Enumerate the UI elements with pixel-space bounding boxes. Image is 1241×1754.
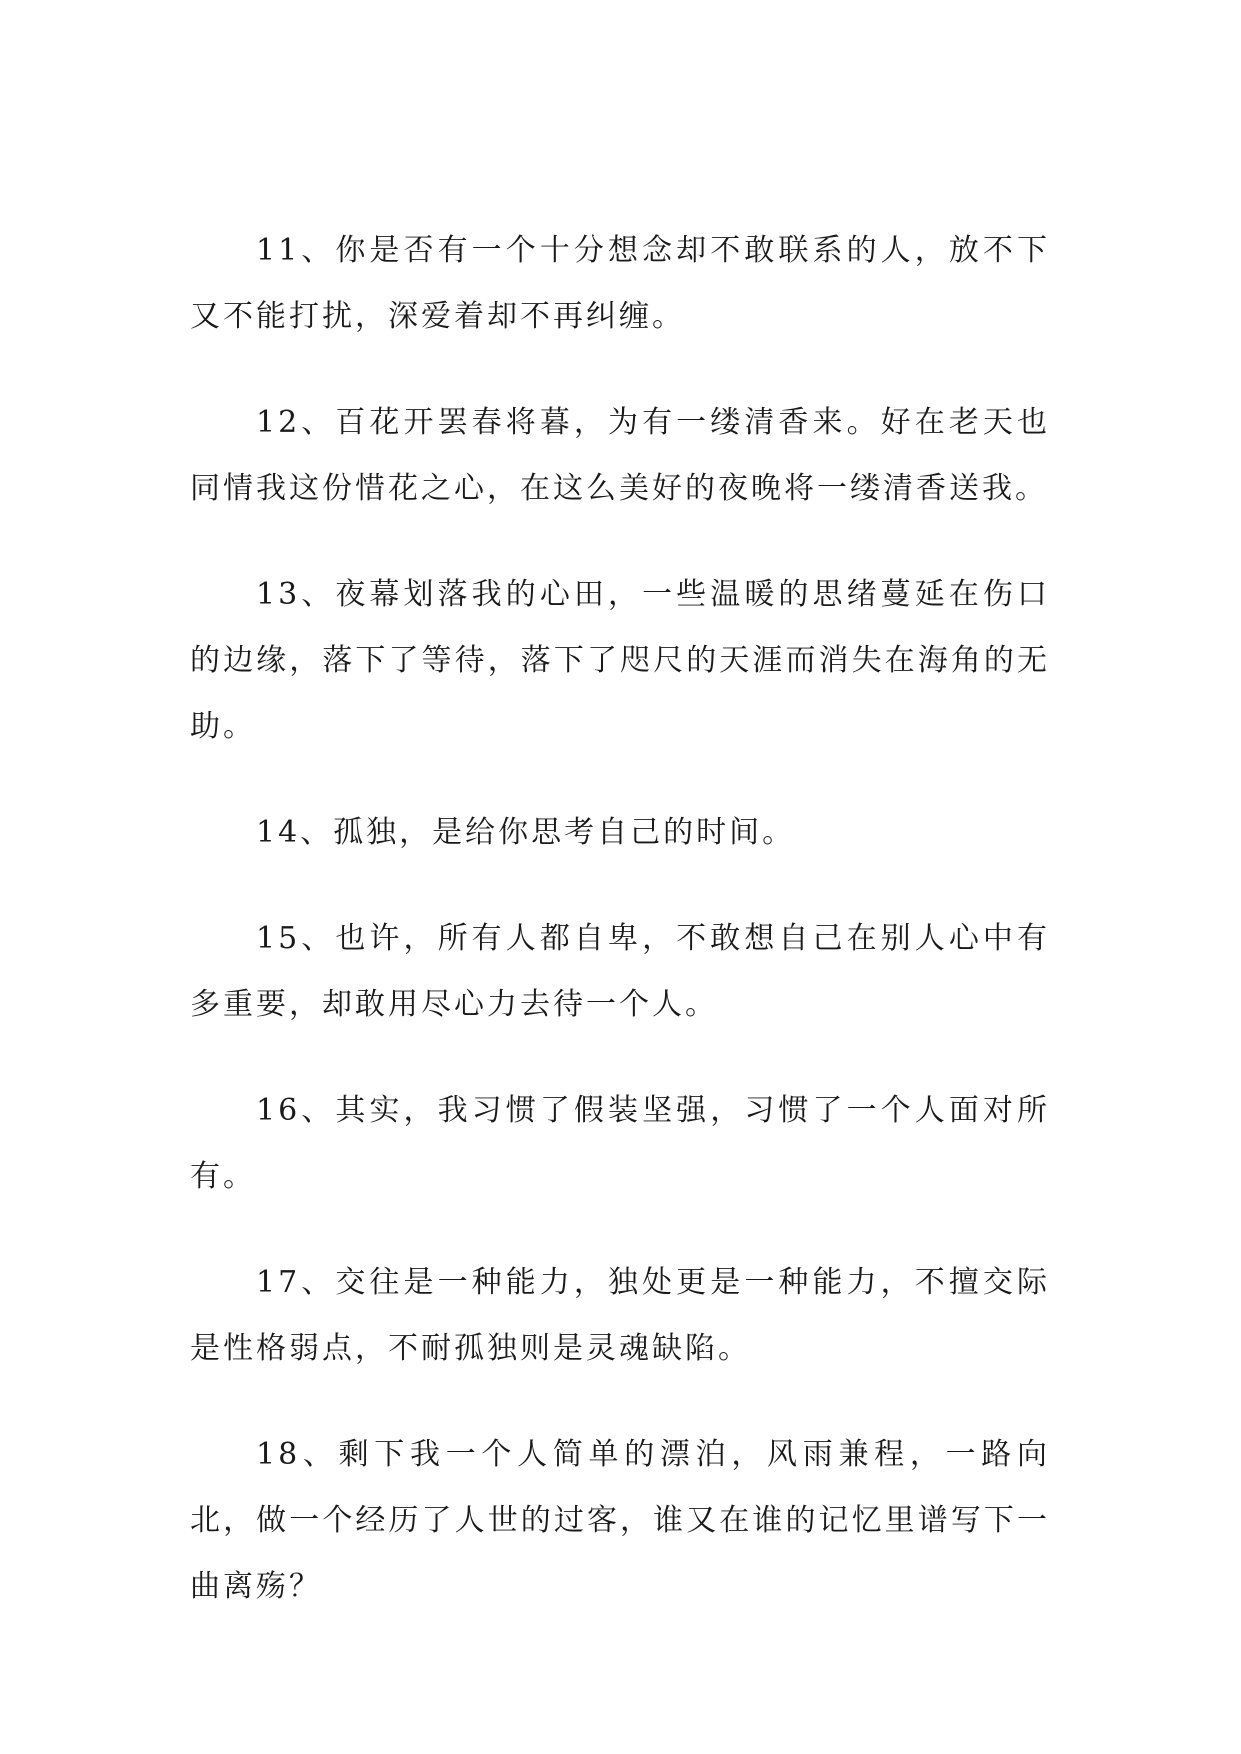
paragraph-15: 15、也许，所有人都自卑，不敢想自己在别人心中有多重要，却敢用尽心力去待一个人。 [190,921,1050,1022]
paragraph-18: 18、剩下我一个人简单的漂泊，风雨兼程，一路向北，做一个经历了人世的过客，谁又在谁的记忆里谱写下一曲离殇？ [190,1437,1050,1604]
paragraph-14: 14、孤独，是给你思考自己的时间。 [256,815,796,850]
paragraph-12: 12、百花开罢春将暮，为有一缕清香来。好在老天也同情我这份惜花之心，在这么美好的夜晚将一缕清香送我。 [190,405,1050,506]
paragraph-16: 16、其实，我习惯了假装坚强，习惯了一个人面对所有。 [190,1093,1050,1194]
paragraph-17: 17、交往是一种能力，独处更是一种能力，不擅交际是性格弱点，不耐孤独则是灵魂缺陷。 [190,1265,1050,1366]
paragraph-13: 13、夜幕划落我的心田，一些温暖的思绪蔓延在伤口的边缘，落下了等待，落下了咫尺的天涯而消失在海角的无助。 [190,577,1050,744]
document-body [190,218,1050,1660]
paragraph-11: 11、你是否有一个十分想念却不敢联系的人，放不下又不能打扰，深爱着却不再纠缠。 [190,233,1050,334]
